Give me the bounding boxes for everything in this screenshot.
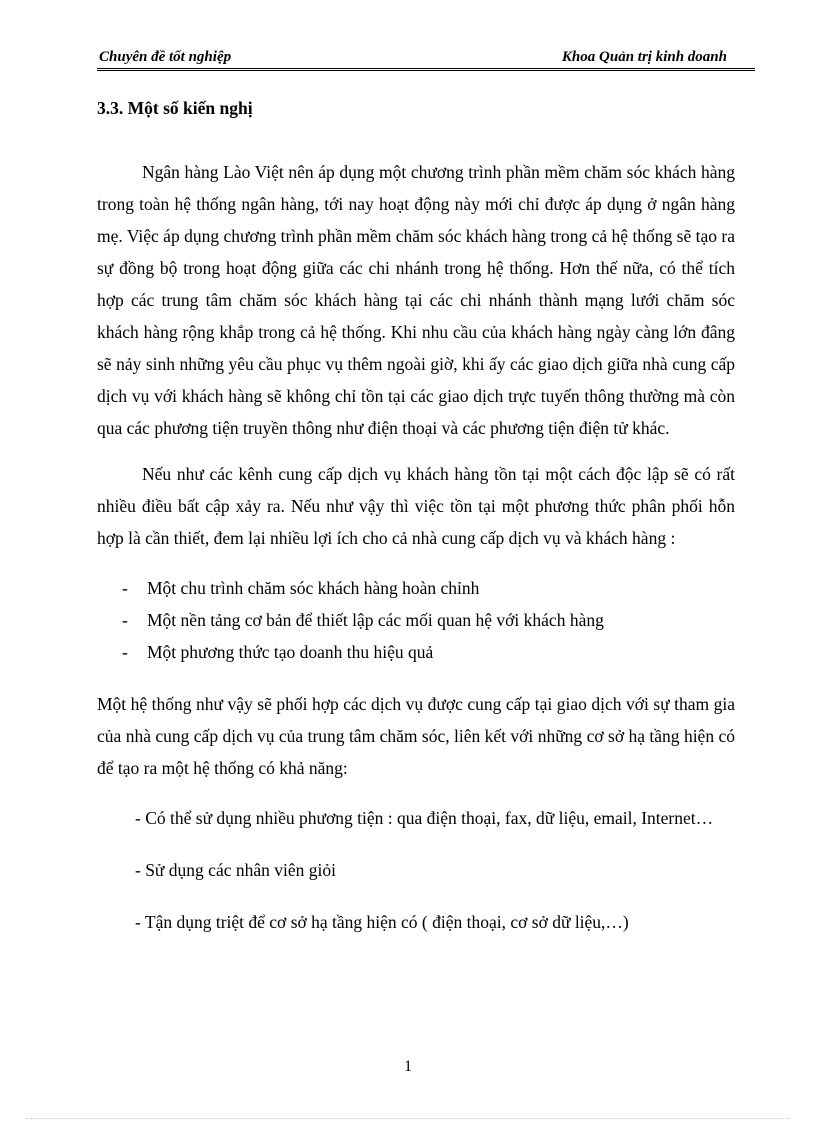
header-right-text: Khoa Quản trị kinh doanh — [561, 49, 727, 65]
paragraph-system: Một hệ thống như vậy sẽ phối hợp các dịch vụ được cung cấp tại giao dịch với sự tham gia của nhà cung cấp dịch vụ của trung tâm chăm sóc, liên kết với những cơ sở hạ tầng hiện có để tạo ra một hệ thống có khả năng: — [97, 694, 735, 778]
list-item — [97, 604, 735, 636]
capability-item: - Có thể sử dụng nhiều phương tiện : qua điện thoại, fax, dữ liệu, email, Internet… — [135, 808, 714, 828]
benefit-list — [97, 572, 735, 668]
paragraph-recommendation: Ngân hàng Lào Việt nên áp dụng một chương trình phần mềm chăm sóc khách hàng trong toàn hệ thống ngân hàng, tới nay hoạt động này mới chỉ được áp dụng ở ngân hàng mẹ. Việc áp dụng chương trình phần mềm chăm sóc khách hàng trong cả hệ thống sẽ tạo ra sự đồng bộ trong hoạt động giữa các chi nhánh trong hệ thống. Hơn thế nữa, có thể tích hợp các trung tâm chăm sóc khách hàng tại các chi nhánh thành mạng lưới chăm sóc khách hàng rộng khắp trong cả hệ thống. Khi nhu cầu của khách hàng ngày càng lớn đâng sẽ nảy sinh những yêu cầu phục vụ thêm ngoài giờ, khi ấy các giao dịch giữa nhà cung cấp dịch vụ với khách hàng sẽ không chỉ tồn tại các giao dịch trực tuyến thông thường mà còn qua các phương tiện truyền thông như điện thoại và các phương tiện điện tử khác. — [97, 162, 735, 438]
header-left-text: Chuyên đề tốt nghiệp — [99, 49, 232, 65]
bullet-dash: - — [122, 642, 128, 662]
capability-item: - Tận dụng triệt để cơ sở hạ tầng hiện có ( điện thoại, cơ sở dữ liệu,…) — [135, 912, 629, 932]
bullet-dash: - — [122, 610, 128, 630]
list-item-text: Một nền tảng cơ bản để thiết lập các mối quan hệ với khách hàng — [147, 610, 604, 630]
page-content — [97, 95, 735, 958]
list-item — [97, 572, 735, 604]
capability-item: - Sử dụng các nhân viên giỏi — [135, 860, 336, 880]
paragraph-distribution: Nếu như các kênh cung cấp dịch vụ khách hàng tồn tại một cách độc lập sẽ có rất nhiều điều bất cập xảy ra. Nếu như vậy thì việc tồn tại một phương thức phân phối hỗn hợp là cần thiết, đem lại nhiều lợi ích cho cả nhà cung cấp dịch vụ và khách hàng : — [97, 464, 735, 548]
list-item — [97, 636, 735, 668]
bullet-dash: - — [122, 578, 128, 598]
section-title: 3.3. Một số kiến nghị — [97, 98, 253, 118]
page-header — [97, 46, 755, 71]
list-item-text: Một chu trình chăm sóc khách hàng hoàn chỉnh — [147, 578, 480, 598]
page-number: 1 — [404, 1058, 412, 1075]
list-item-text: Một phương thức tạo doanh thu hiệu quả — [147, 642, 434, 662]
page-bottom-divider — [26, 1118, 790, 1119]
